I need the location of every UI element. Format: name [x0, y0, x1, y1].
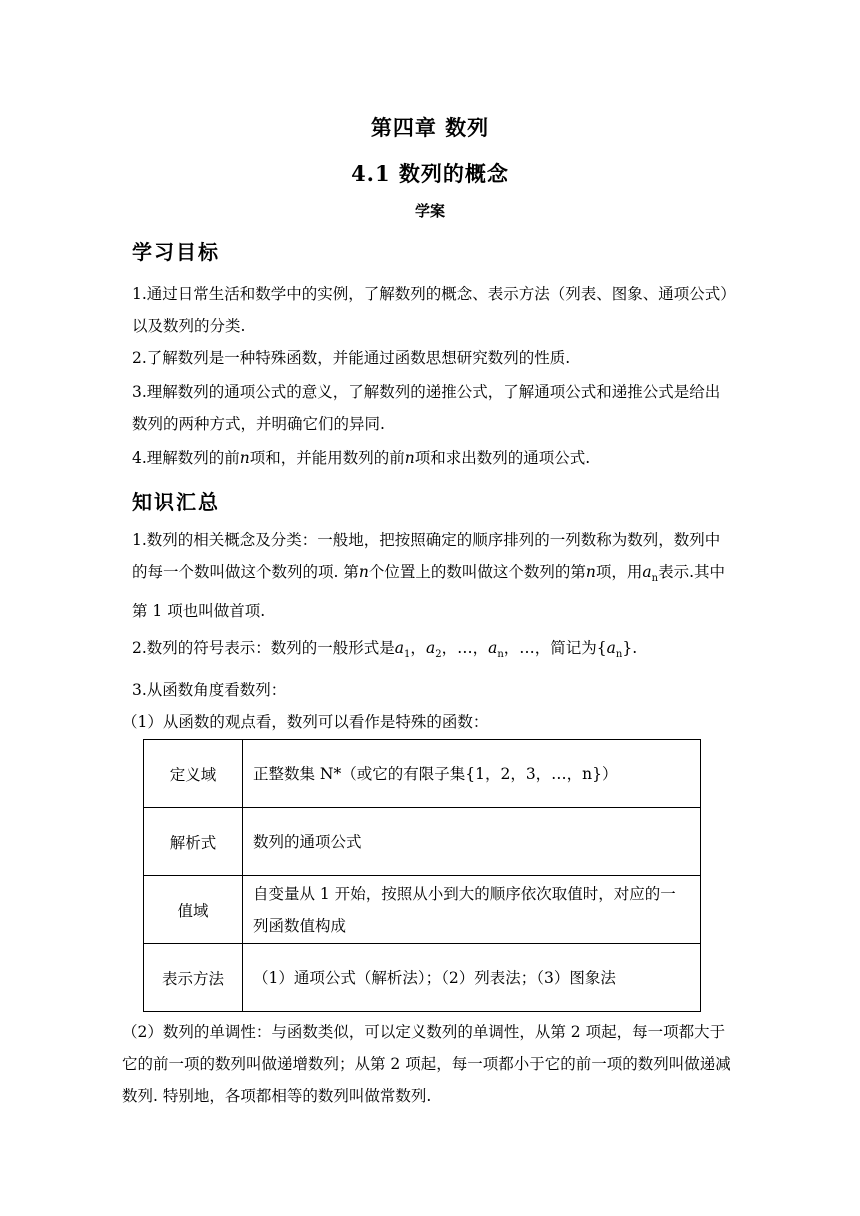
- knowledge-paragraph-1: 1.数列的相关概念及分类：一般地，把按照确定的顺序排列的一列数称为数列，数列中的每一个数叫做这个数列的项. 第n个位置上的数叫做这个数列的第n项，用$a_n$表示.其中第 1 项也叫做首项.: [132, 531, 725, 621]
- function-view-table: [143, 739, 701, 1012]
- table-key-cell: 表示方法: [144, 944, 243, 1012]
- goals-heading: 学习目标: [132, 240, 220, 264]
- goal-item-1: 1.通过日常生活和数学中的实例，了解数列的概念、表示方法（列表、图象、通项公式）以及数列的分类.: [132, 285, 729, 335]
- table-value-cell: 数列的通项公式: [243, 808, 701, 876]
- table-key-cell: 解析式: [144, 808, 243, 876]
- document-type-label: 学案: [414, 202, 445, 220]
- table-key-cell: 定义域: [144, 740, 243, 808]
- table-value-cell: 正整数集 N*（或它的有限子集{1，2，3，…，n}）: [243, 740, 701, 808]
- table-row: [144, 808, 701, 876]
- table-row: [144, 740, 701, 808]
- chapter-title: 第四章 数列: [370, 115, 490, 140]
- knowledge-paragraph-2: 2.数列的符号表示：数列的一般形式是$a_1$，$a_2$，…，$a_n$，…，简记为$\{a_n\}$.: [132, 639, 638, 661]
- table-value-cell: （1）通项公式（解析法）；（2）列表法；（3）图象法: [243, 944, 701, 1012]
- goal-item-2: 2.了解数列是一种特殊函数，并能通过函数思想研究数列的性质.: [132, 349, 571, 367]
- goal-item-3: 3.理解数列的通项公式的意义，了解数列的递推公式，了解通项公式和递推公式是给出数列的两种方式，并明确它们的异同.: [132, 383, 721, 433]
- table-value-cell: 自变量从 1 开始，按照从小到大的顺序依次取值时，对应的一列函数值构成: [243, 876, 701, 944]
- goal-item-4: 4.理解数列的前n项和，并能用数列的前n项和求出数列的通项公式.: [132, 449, 591, 467]
- knowledge-paragraph-3-2: （2）数列的单调性：与函数类似，可以定义数列的单调性，从第 2 项起，每一项都大于它的前一项的数列叫做递增数列；从第 2 项起，每一项都小于它的前一项的数列叫做递减数列. 特别地，各项都相等的数列叫做常数列.: [122, 1023, 731, 1105]
- section-title: 4.1 数列的概念: [351, 161, 509, 186]
- knowledge-paragraph-3-1: （1）从函数的观点看，数列可以看作是特殊的函数：: [122, 713, 489, 731]
- table-row: [144, 944, 701, 1012]
- table-key-cell: 值域: [144, 876, 243, 944]
- knowledge-paragraph-3: 3.从函数角度看数列：: [132, 681, 287, 699]
- knowledge-heading: 知识汇总: [132, 490, 220, 514]
- table-row: [144, 876, 701, 944]
